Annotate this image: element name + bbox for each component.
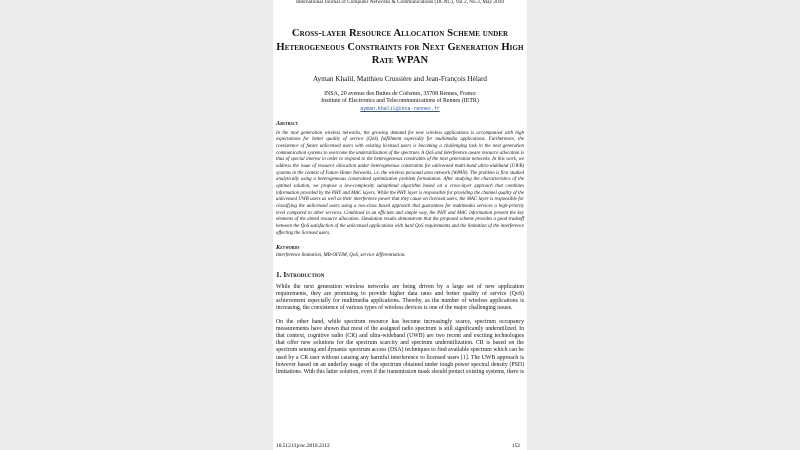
intro-paragraph-1: While the next generation wireless networks are being driven by a large set of new application requirements, they are promising to provide higher data rates and better quality of service (QoS) achievement especially for multimedia applications. Thereby, as the number of wireless applications is increasing, the coexistence of various types of wireless devices is one of the major challenging issues. (276, 283, 524, 312)
paper-page (273, 0, 527, 450)
intro-paragraph-2: On the other hand, while spectrum resource has become increasingly scarce, spectrum occupancy measurements have shown that most of the assigned radio spectrum is still significantly underutilized. In that context, cognitive radio (CR) and ultra-wideband (UWB) are two recent and exciting technologies that offer new solutions for the spectrum scarcity and spectrum underutilization. CR is based on the spectrum sensing and dynamic spectrum access (DSA) techniques to find available spectrum which can be used by a CR user without causing any harmful interference to licensed users [1]. The UWB approach is however based on an underlay usage of the spectrum obtained under tough power spectral density (PSD) limitations. With this latter solution, even if the transmission mask should protect existing systems, there is (276, 318, 524, 375)
paper-title: Cross-layer Resource Allocation Scheme under Heterogeneous Constraints for Next Generation High Rate WPAN (276, 28, 524, 66)
abstract-heading: Abstract (276, 119, 298, 127)
keywords-text: Interference limitation, MB-OFDM, QoS, service differentiation. (276, 253, 406, 259)
page-number: 152 (511, 443, 520, 449)
author-email-link[interactable]: ayman.khalil@insa-rennes.fr (360, 105, 440, 112)
affiliation (276, 91, 524, 106)
keywords-heading: Keywords (276, 244, 300, 252)
authors: Ayman Khalil, Matthieu Crussière and Jean-François Hélard (313, 74, 487, 83)
affiliation-institute: Institute of Electronics and Telecommunications of Rennes (IETR) (321, 98, 479, 105)
journal-header: International Journal of Computer Networks & Communications (IJCNC), Vol.2, No.3, May 2010 (295, 0, 505, 5)
page-content (276, 0, 524, 376)
affiliation-address: INSA, 20 avenue des Buttes de Coësmes, 35708 Rennes, France (324, 90, 476, 97)
doi: 10.5121/ijcnc.2010.2312 (276, 443, 330, 449)
introduction-heading: 1. Introduction (276, 269, 325, 279)
abstract-text: In the next generation wireless networks, the growing demand for new wireless applications is accompanied with high expectations for better quality of service (QoS) fulfillment especially for multimedia applications. Furthermore, the coexistence of future unlicensed users with existing licensed users is becoming a challenging task in the next generation communication systems to overcome the underutilization of the spectrum. A QoS and interference aware resource allocation is thus of special interest in order to respond to the heterogeneous constraints of the next generation networks. In this work, we address the issue of resource allocation under heterogeneous constraints for unlicensed multi-band ultra-wideband (UWB) systems in the context of Future Home Networks, i.e. the wireless personal area network (WPAN). The problem is first studied analytically using a heterogeneous constrained optimization problem formulation. After studying the characteristics of the optimal solution, we propose a low-complexity suboptimal algorithm based on a cross-layer approach that combines information provided by the PHY and MAC layers. While the PHY layer is responsible for providing the channel quality of the unlicensed UWB users as well as their interference power that they cause on licensed users, the MAC layer is responsible for classifying the unlicensed users using a two-class based approach that guarantees for multimedia services a high-priority level compared to other services. Combined in an efficient and simple way, the PHY and MAC information present the key elements of the aimed resource allocation. Simulation results demonstrate that the proposed scheme provides a good tradeoff between the QoS satisfaction of the unlicensed applications with hard QoS requirements and the limitation of the interference affecting the licensed users. (276, 130, 524, 236)
